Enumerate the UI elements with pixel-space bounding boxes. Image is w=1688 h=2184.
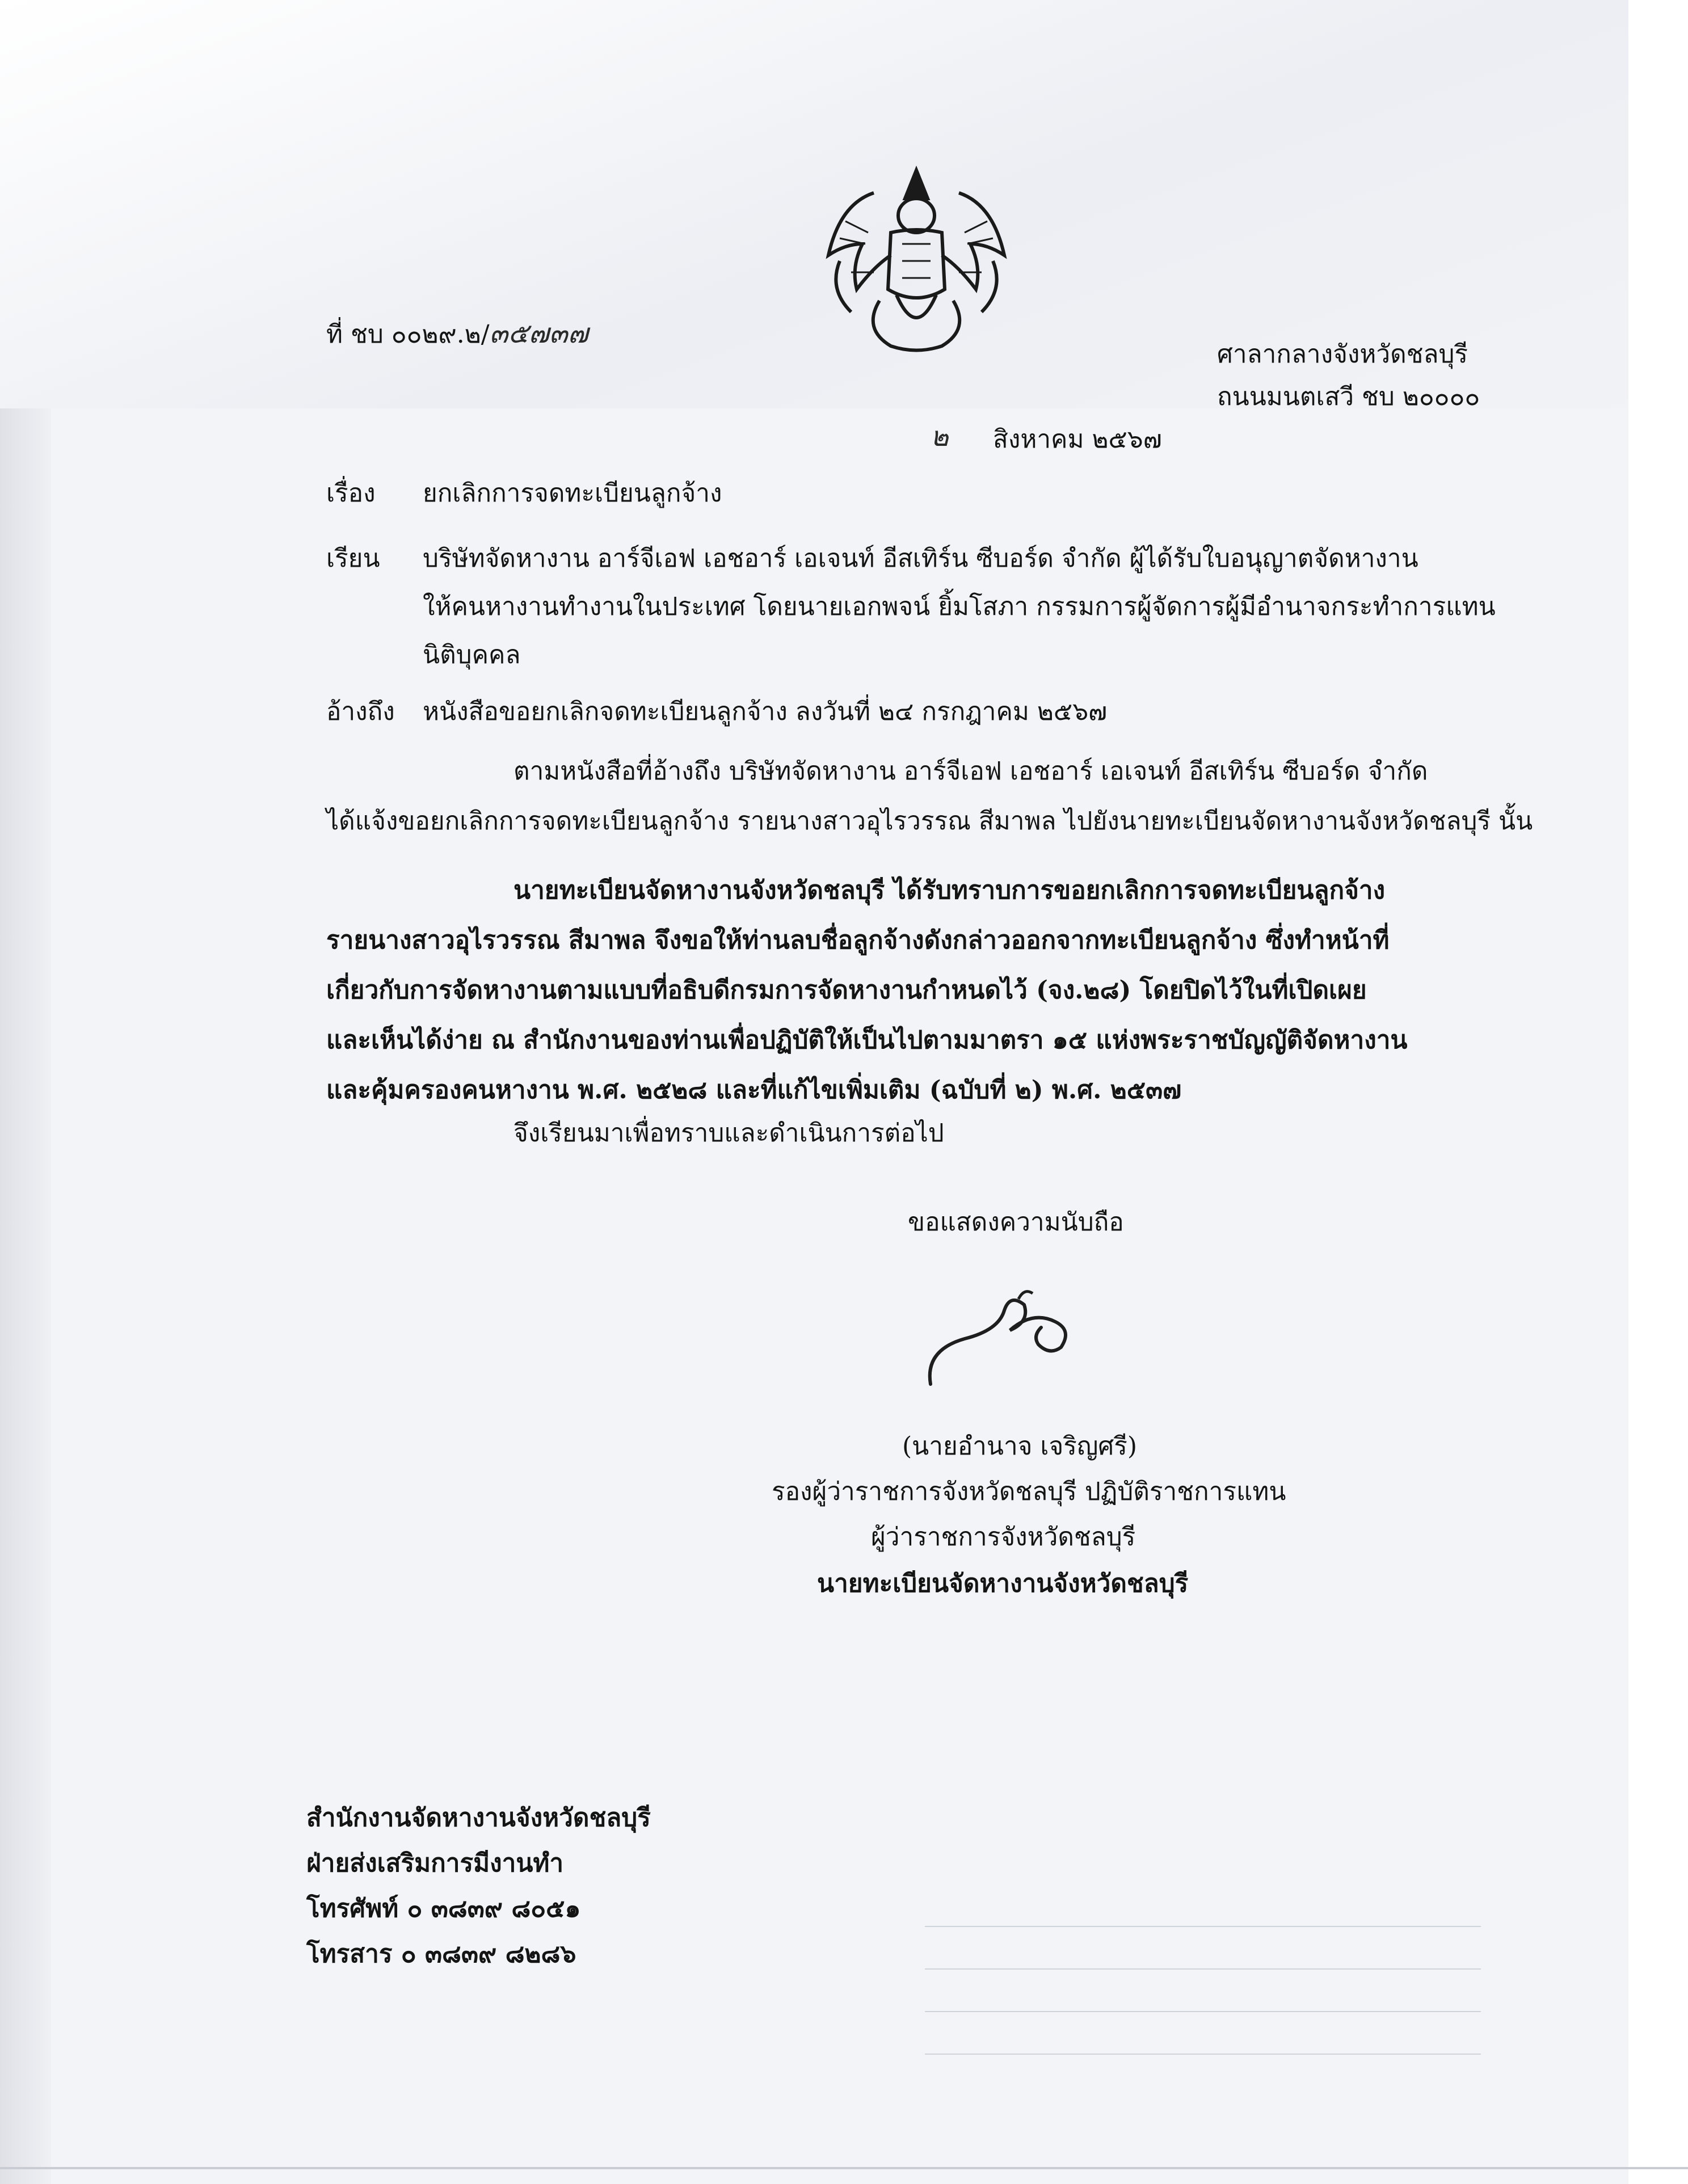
date-month-year: สิงหาคม ๒๕๖๗ xyxy=(993,425,1162,454)
footer-division: ฝ่ายส่งเสริมการมีงานทำ xyxy=(306,1849,564,1878)
addressee-line1: บริษัทจัดหางาน อาร์จีเอฟ เอชอาร์ เอเจนท์ อีสเทิร์น ซีบอร์ด จำกัด ผู้ได้รับใบอนุญาตจัดหางาน xyxy=(423,544,1418,573)
footer-fax: โทรสาร ๐ ๓๘๓๙ ๘๒๘๖ xyxy=(306,1940,576,1968)
closing-paragraph: จึงเรียนมาเพื่อทราบและดำเนินการต่อไป xyxy=(513,1119,944,1148)
paragraph2-line3: เกี่ยวกับการจัดหางานตามแบบที่อธิบดีกรมการจัดหางานกำหนดไว้ (จง.๒๘) โดยปิดไว้ในที่เปิดเผย xyxy=(326,976,1367,1005)
subject-text: ยกเลิกการจดทะเบียนลูกจ้าง xyxy=(423,479,722,508)
reference-number-handwritten: ๓๕๗๓๗ xyxy=(489,318,588,349)
footer-phone: โทรศัพท์ ๐ ๓๘๓๙ ๘๐๕๑ xyxy=(306,1894,581,1923)
signer-title-line3: นายทะเบียนจัดหางานจังหวัดชลบุรี xyxy=(817,1569,1189,1598)
garuda-emblem-icon xyxy=(806,159,1027,363)
page-edge xyxy=(1628,0,1688,2184)
office-address-line1: ศาลากลางจังหวัดชลบุรี xyxy=(1217,340,1468,369)
office-address-line2: ถนนมนตเสวี ชบ ๒๐๐๐๐ xyxy=(1217,382,1480,411)
paragraph2-line2: รายนางสาวอุไรวรรณ สีมาพล จึงขอให้ท่านลบชื่อลูกจ้างดังกล่าวออกจากทะเบียนลูกจ้าง ซึ่งทำหน้าที่ xyxy=(326,926,1390,955)
date-day: ๒ xyxy=(931,421,949,453)
paragraph2-line4: และเห็นได้ง่าย ณ สำนักงานของท่านเพื่อปฏิบัติให้เป็นไปตามมาตรา ๑๕ แห่งพระราชบัญญัติจัดหางาน xyxy=(326,1026,1408,1055)
signer-title-line1: รองผู้ว่าราชการจังหวัดชลบุรี ปฏิบัติราชการแทน xyxy=(772,1477,1286,1506)
footer-office: สำนักงานจัดหางานจังหวัดชลบุรี xyxy=(306,1803,651,1832)
reference-label: อ้างถึง xyxy=(326,697,395,726)
reference-number-printed: ที่ ชบ ๐๐๒๙.๒/ xyxy=(326,320,490,349)
signer-title-line2: ผู้ว่าราชการจังหวัดชลบุรี xyxy=(871,1523,1136,1551)
bleed-through-line xyxy=(925,1968,1481,1970)
paragraph1-line1: ตามหนังสือที่อ้างถึง บริษัทจัดหางาน อาร์จีเอฟ เอชอาร์ เอเจนท์ อีสเทิร์น ซีบอร์ด จำกัด xyxy=(513,757,1428,786)
page-bottom-crease xyxy=(0,2167,1688,2169)
signer-name: (นายอำนาจ เจริญศรี) xyxy=(902,1432,1138,1461)
bleed-through-line xyxy=(925,2054,1481,2055)
paragraph2-line1: นายทะเบียนจัดหางานจังหวัดชลบุรี ได้รับทราบการขอยกเลิกการจดทะเบียนลูกจ้าง xyxy=(513,876,1386,905)
subject-label: เรื่อง xyxy=(326,479,376,508)
bleed-through-line xyxy=(925,2011,1481,2012)
paragraph1-line2: ได้แจ้งขอยกเลิกการจดทะเบียนลูกจ้าง รายนางสาวอุไรวรรณ สีมาพล ไปยังนายทะเบียนจัดหางานจังหวัดชลบุรี นั้น xyxy=(326,807,1533,836)
reference-text: หนังสือขอยกเลิกจดทะเบียนลูกจ้าง ลงวันที่ ๒๔ กรกฎาคม ๒๕๖๗ xyxy=(423,697,1108,726)
closing-salutation: ขอแสดงความนับถือ xyxy=(908,1208,1124,1237)
reference-number xyxy=(326,317,588,352)
addressee-line2: ให้คนหางานทำงานในประเทศ โดยนายเอกพจน์ ยิ้มโสภา กรรมการผู้จัดการผู้มีอำนาจกระทำการแทน xyxy=(423,592,1496,621)
bleed-through-line xyxy=(925,1926,1481,1927)
handwritten-signature-icon xyxy=(919,1276,1106,1395)
paper-background-left xyxy=(0,408,51,2184)
paragraph2-line5: และคุ้มครองคนหางาน พ.ศ. ๒๕๒๘ และที่แก้ไขเพิ่มเติม (ฉบับที่ ๒) พ.ศ. ๒๕๓๗ xyxy=(326,1076,1182,1104)
addressee-label: เรียน xyxy=(326,544,380,573)
addressee-line3: นิติบุคคล xyxy=(423,640,521,669)
